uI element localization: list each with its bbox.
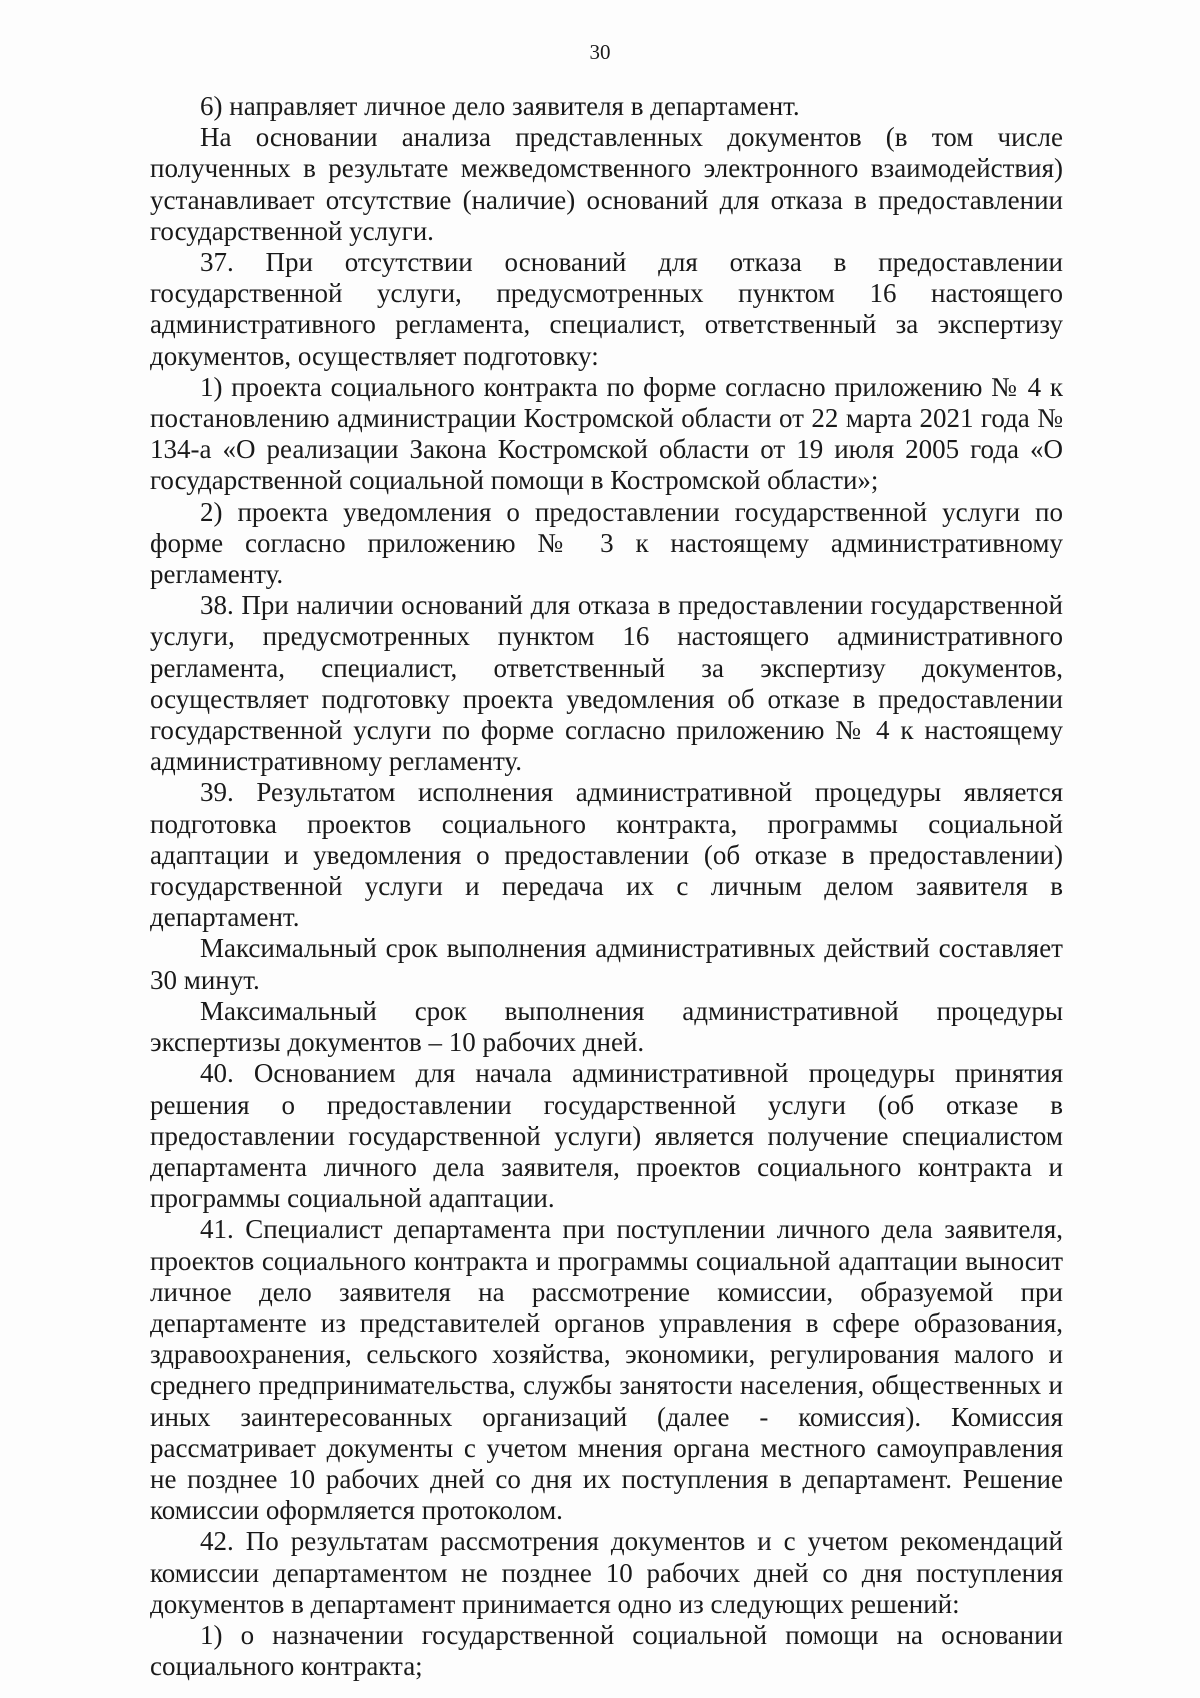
paragraph-analysis: На основании анализа представленных документов (в том числе полученных в результате межведомственного электронного взаимодействия) устанавливает отсутствие (наличие) оснований для отказа в предоставлении государственной услуги. [150, 122, 1063, 246]
paragraph-37: 37. При отсутствии оснований для отказа в предоставлении государственной услуги, предусмотренных пунктом 16 настоящего административного регламента, специалист, ответственный за экспертизу документов, осуществляет подготовку: [150, 247, 1063, 371]
paragraph-max-time-actions: Максимальный срок выполнения административных действий составляет 30 минут. [150, 933, 1063, 995]
page-number: 30 [589, 40, 611, 64]
paragraph-37-item-2: 2) проекта уведомления о предоставлении государственной услуги по форме согласно приложению № 3 к настоящему административному регламенту. [150, 496, 1063, 590]
paragraph-max-time-procedure: Максимальный срок выполнения административной процедуры экспертизы документов – 10 рабочих дней. [150, 995, 1063, 1058]
paragraph-42-item-1: 1) о назначении государственной социальной помощи на основании социального контракта; [150, 1619, 1063, 1682]
paragraph-37-item-1: 1) проекта социального контракта по форме согласно приложению № 4 к постановлению администрации Костромской области от 22 марта 2021 года № 134-а «О реализации Закона Костромской области от 19 июля 2005 года «О государственной социальной помощи в Костромской области»; [150, 371, 1063, 496]
paragraph-item-6: 6) направляет личное дело заявителя в департамент. [200, 91, 800, 121]
paragraph-38: 38. При наличии оснований для отказа в предоставлении государственной услуги, предусмотренных пунктом 16 настоящего административного регламента, специалист, ответственный за экспертизу документов, осуществляет подготовку проекта уведомления об отказе в предоставлении государственной услуги по форме согласно приложению № 4 к настоящему административному регламенту. [150, 590, 1063, 777]
paragraph-40: 40. Основанием для начала административной процедуры принятия решения о предоставлении государственной услуги (об отказе в предоставлении государственной услуги) является получение специалистом департамента личного дела заявителя, проектов социального контракта и программы социальной адаптации. [150, 1058, 1063, 1214]
document-body [150, 91, 1063, 1682]
paragraph-39: 39. Результатом исполнения административной процедуры является подготовка проектов социального контракта, программы социальной адаптации и уведомления о предоставлении (об отказе в предоставлении) государственной услуги и передача их с личным делом заявителя в департамент. [150, 777, 1063, 933]
paragraph-42: 42. По результатам рассмотрения документов и с учетом рекомендаций комиссии департаментом не позднее 10 рабочих дней со дня поступления документов в департамент принимается одно из следующих решений: [150, 1526, 1063, 1619]
paragraph-41: 41. Специалист департамента при поступлении личного дела заявителя, проектов социального контракта и программы социальной адаптации выносит личное дело заявителя на рассмотрение комиссии, образуемой при департаменте из представителей органов управления в сфере образования, здравоохранения, сельского хозяйства, экономики, регулирования малого и среднего предпринимательства, службы занятости населения, общественных и иных заинтересованных организаций (далее - комиссия). Комиссия рассматривает документы с учетом мнения органа местного самоуправления не позднее 10 рабочих дней со дня их поступления в департамент. Решение комиссии оформляется протоколом. [150, 1214, 1063, 1526]
